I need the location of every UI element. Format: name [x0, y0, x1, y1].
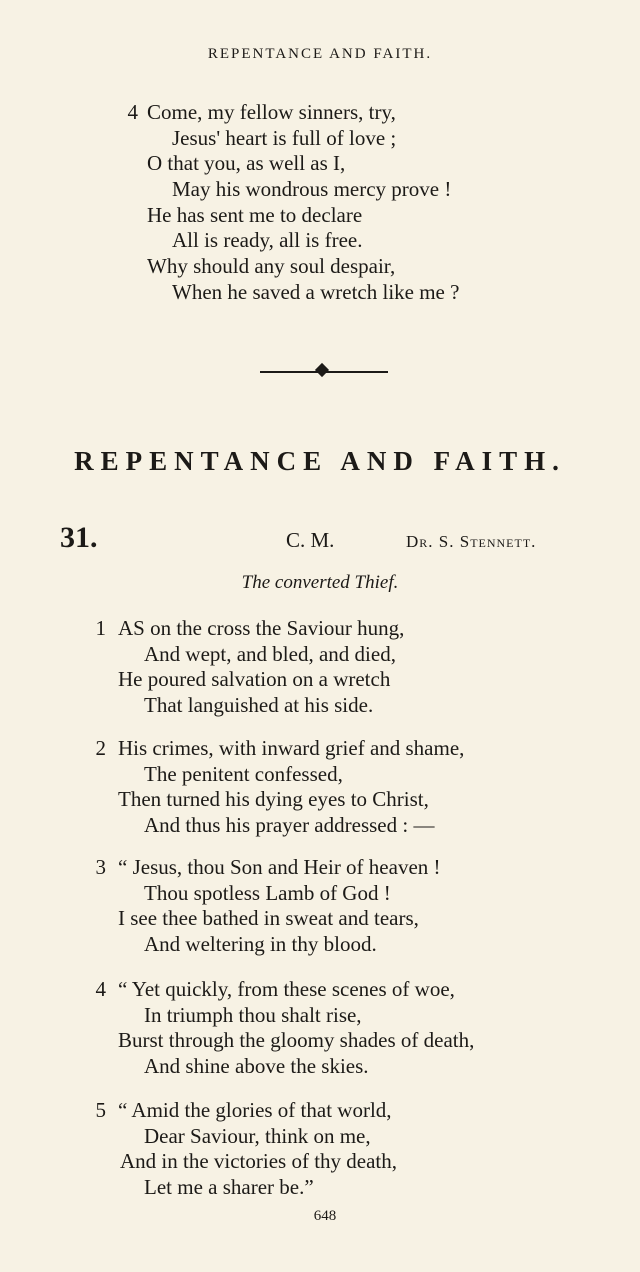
- stanza-line: In triumph thou shalt rise,: [144, 1002, 362, 1027]
- stanza-number: 4: [127, 100, 138, 124]
- hymn-number: 31.: [60, 521, 98, 554]
- stanza-line: He has sent me to declare: [147, 202, 363, 227]
- hymn-author: Dr. S. Stennett.: [406, 532, 537, 551]
- stanza-line: “ Yet quickly, from these scenes of woe,: [118, 977, 455, 1001]
- stanza-line: I see thee bathed in sweat and tears,: [118, 906, 419, 931]
- stanza-line: That languished at his side.: [144, 693, 374, 718]
- stanza-line: O that you, as well as I,: [147, 151, 346, 176]
- stanza-number: 5: [95, 1098, 106, 1122]
- stanza-line: “ Amid the glories of that world,: [118, 1098, 392, 1122]
- stanza-line: “ Jesus, thou Son and Heir of heaven !: [118, 855, 441, 879]
- hymn-meter: C. M.: [286, 528, 335, 552]
- stanza-number: 2: [95, 736, 106, 760]
- page-number: 648: [313, 1208, 337, 1224]
- stanza-line: His crimes, with inward grief and shame,: [118, 736, 465, 760]
- stanza-line: Then turned his dying eyes to Christ,: [118, 787, 429, 812]
- stanza-line: Why should any soul despair,: [147, 254, 396, 279]
- stanza-line: And weltering in thy blood.: [144, 932, 377, 957]
- stanza-line: And shine above the skies.: [144, 1054, 369, 1079]
- stanza-number: 3: [95, 855, 106, 879]
- stanza-line: When he saved a wretch like me ?: [172, 279, 460, 304]
- stanza-number: 1: [95, 616, 106, 640]
- hymn-title: The converted Thief.: [241, 572, 399, 593]
- stanza-line: May his wondrous mercy prove !: [172, 177, 452, 202]
- stanza-line: And wept, and bled, and died,: [144, 641, 396, 666]
- stanza-line: The penitent confessed,: [144, 761, 343, 786]
- stanza-line: Jesus' heart is full of love ;: [172, 125, 397, 150]
- stanza-line: He poured salvation on a wretch: [118, 667, 391, 692]
- stanza-line: Let me a sharer be.”: [144, 1175, 314, 1200]
- stanza-line: And in the victories of thy death,: [120, 1149, 398, 1174]
- running-head: REPENTANCE AND FAITH.: [207, 46, 433, 62]
- stanza-line: Come, my fellow sinners, try,: [147, 100, 396, 124]
- stanza-line: Thou spotless Lamb of God !: [144, 880, 391, 905]
- stanza-line: Dear Saviour, think on me,: [144, 1123, 371, 1148]
- stanza-line: All is ready, all is free.: [172, 228, 363, 253]
- stanza-line: Burst through the gloomy shades of death,: [118, 1028, 475, 1053]
- section-title: REPENTANCE AND FAITH.: [74, 446, 566, 476]
- stanza-line: AS on the cross the Saviour hung,: [118, 616, 405, 640]
- stanza-line: And thus his prayer addressed : —: [144, 813, 435, 838]
- stanza-number: 4: [95, 977, 106, 1001]
- divider-ornament: [315, 363, 329, 377]
